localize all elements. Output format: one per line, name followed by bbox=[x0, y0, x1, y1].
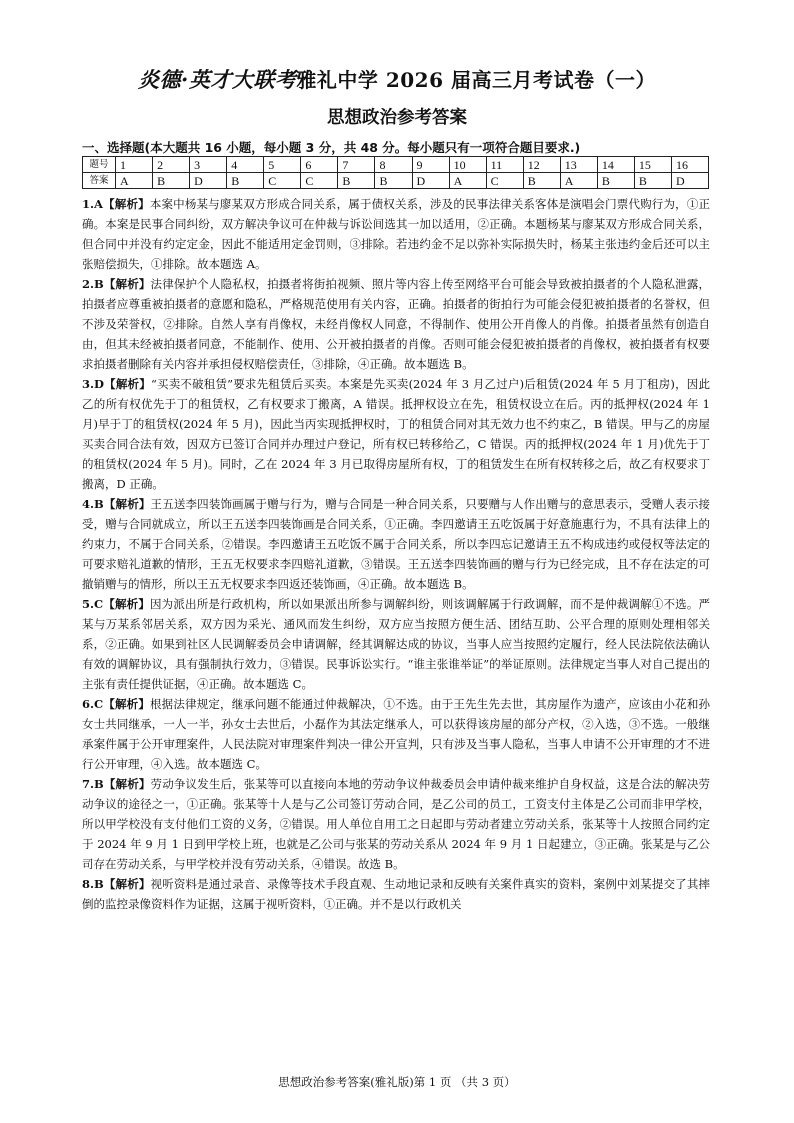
answer-cell: B bbox=[227, 173, 264, 189]
explanation-head: 3.D【解析】 bbox=[82, 377, 151, 391]
explanation-body: 法律保护个人隐私权，拍摄者将街拍视频、照片等内容上传至网络平台可能会导致被拍摄者的个人隐私泄露，拍摄者应尊重被拍摄者的意愿和隐私，严格规范使用有关内容，正确。拍摄者的街拍行为可能会侵犯被拍摄者的名誉权，但不涉及荣誉权，②排除。自然人享有肖像权，未经肖像权人同意，不得制作、使用公开肖像人的肖像。拍摄者虽然有创造自由，但其未经被拍摄者同意，不能制作、使用、公开被拍摄者的肖像。否则可能会侵犯被拍摄者的肖像权，被拍摄者有权要求拍摄者删除有关内容并承担侵权赔偿责任，③排除，④正确。故本题选 B。 bbox=[82, 277, 710, 371]
explanation-body: 因为派出所是行政机构，所以如果派出所参与调解纠纷，则该调解属于行政调解，而不是仲裁调解①不选。严某与万某系邻居关系，双方因为采光、通风而发生纠纷，双方应当按照方便生活、团结互助、公平合理的原则处理相邻关系，②正确。如果到社区人民调解委员会申请调解，经其调解达成的协议，当事人应当按照约定履行，经人民法院依法确认有效的调解协议，具有强制执行效力，③错误。民事诉讼实行。“谁主张谁举证”的举证原则。法律规定当事人对自己提出的主张有责任提供证据，④正确。故本题选 C。 bbox=[82, 597, 710, 691]
explanation-head: 5.C【解析】 bbox=[82, 597, 151, 611]
question-number: 8 bbox=[375, 157, 412, 173]
explanation-head: 7.B【解析】 bbox=[82, 777, 151, 791]
answer-table-answer-row bbox=[83, 173, 709, 189]
exam-header bbox=[0, 64, 794, 94]
question-number: 9 bbox=[412, 157, 449, 173]
explanation-body: 王五送李四装饰画属于赠与行为，赠与合同是一种合同关系，只要赠与人作出赠与的意思表示，受赠人表示接受，赠与合同就成立，所以王五送李四装饰画是合同关系，①正确。李四邀请王五吃饭属于好意施惠行为，不具有法律上的约束力，不属于合同关系，②错误。李四邀请王五吃饭不属于合同关系，所以李四忘记邀请王五不构成违约或侵权等法定的可要求赔礼道歉的情形，王五无权要求李四赔礼道歉，③错误。王五送李四装饰画的赠与行为已经完成，且不存在法定的可撤销赠与的情形，所以王五无权要求李四返还装饰画，④正确。故本题选 B。 bbox=[82, 497, 710, 591]
explanation-body: 劳动争议发生后，张某等可以直接向本地的劳动争议仲裁委员会申请仲裁来维护自身权益，这是合法的解决劳动争议的途径之一，①正确。张某等十人是与乙公司签订劳动合同，是乙公司的员工，工资支付主体是乙公司而非甲学校，所以甲学校没有支付他们工资的义务，②错误。用人单位自用工之日起即与劳动者建立劳动关系，张某等十人按照合同约定于 2024 年 9 月 1 日到甲学校上班，也就是乙公司与张某的劳动关系从 2024 年 9 月 1 日起建立，③正确。张某是与乙公司存在劳动关系，与甲学校并没有劳动关系，④错误。故选 B。 bbox=[82, 777, 710, 871]
explanation-item bbox=[82, 274, 710, 374]
answer-cell: A bbox=[449, 173, 486, 189]
explanation-head: 6.C【解析】 bbox=[82, 697, 151, 711]
answer-cell: B bbox=[338, 173, 375, 189]
question-number: 3 bbox=[190, 157, 227, 173]
page-title: 思想政治参考答案 bbox=[327, 108, 467, 128]
question-number: 14 bbox=[597, 157, 634, 173]
answer-cell: A bbox=[116, 173, 153, 189]
question-number: 13 bbox=[560, 157, 597, 173]
answer-cell: A bbox=[560, 173, 597, 189]
explanation-item bbox=[82, 194, 710, 274]
explanation-item bbox=[82, 494, 710, 594]
explanation-head: 8.B【解析】 bbox=[82, 877, 151, 891]
question-number: 2 bbox=[153, 157, 190, 173]
question-number: 5 bbox=[264, 157, 301, 173]
answer-cell: B bbox=[634, 173, 671, 189]
explanation-item bbox=[82, 874, 710, 914]
explanations bbox=[82, 194, 710, 914]
answer-cell: B bbox=[153, 173, 190, 189]
explanation-body: 视听资料是通过录音、录像等技术手段直观、生动地记录和反映有关案件真实的资料，案例中刘某提交了其摔倒的监控录像资料作为证据，这属于视听资料，①正确。并不是以行政机关 bbox=[82, 877, 710, 911]
question-number: 11 bbox=[486, 157, 523, 173]
question-number: 4 bbox=[227, 157, 264, 173]
brand-logo-text: 炎德·英才大联考 bbox=[138, 67, 297, 92]
question-number: 15 bbox=[634, 157, 671, 173]
explanation-head: 1.A【解析】 bbox=[82, 197, 150, 211]
explanation-head: 2.B【解析】 bbox=[82, 277, 151, 291]
row-label-answer: 答案 bbox=[83, 173, 116, 189]
question-number: 12 bbox=[523, 157, 560, 173]
explanation-item bbox=[82, 694, 710, 774]
question-number: 7 bbox=[338, 157, 375, 173]
answer-cell: C bbox=[486, 173, 523, 189]
section-title: 一、选择题(本大题共 16 小题，每小题 3 分，共 48 分。每小题只有一项符合题目要求.) bbox=[82, 140, 581, 155]
question-number: 10 bbox=[449, 157, 486, 173]
explanation-head: 4.B【解析】 bbox=[82, 497, 151, 511]
explanation-body: 本案中杨某与廖某双方形成合同关系，属于债权关系，涉及的民事法律关系客体是演唱会门票代购行为，①正确。本案是民事合同纠纷，双方解决争议可在仲裁与诉讼间选其一加以适用，②正确。本题杨某与廖某双方形成合同关系，但合同中并没有约定定金，因此不能适用定金罚则，③排除。若违约金不足以弥补实际损失时，杨某主张违约金后还可以主张赔偿损失，①排除。故本题选 A。 bbox=[82, 197, 710, 271]
answer-cell: D bbox=[412, 173, 449, 189]
explanation-item bbox=[82, 374, 710, 494]
explanation-item bbox=[82, 774, 710, 874]
answer-cell: B bbox=[597, 173, 634, 189]
question-number: 16 bbox=[671, 157, 708, 173]
explanation-body: 根据法律规定，继承问题不能通过仲裁解决，①不选。由于王先生先去世，其房屋作为遗产，应该由小花和孙女士共同继承，一人一半，孙女士去世后，小磊作为其法定继承人，可以获得该房屋的部分产权，②入选，③不选。一般继承案件属于公开审理案件，人民法院对审理案件判决一律公开宣判，只有涉及当事人隐私，当事人申请不公开审理的才不进行公开审理，④入选。故本题选 C。 bbox=[82, 697, 710, 771]
explanation-item bbox=[82, 594, 710, 694]
exam-title: 雅礼中学 2026 届高三月考试卷（一） bbox=[296, 68, 656, 92]
answer-table-number-row bbox=[83, 157, 709, 173]
answer-cell: B bbox=[523, 173, 560, 189]
answer-cell: D bbox=[190, 173, 227, 189]
answer-cell: D bbox=[671, 173, 708, 189]
answer-table bbox=[82, 156, 709, 189]
question-number: 6 bbox=[301, 157, 338, 173]
answer-cell: B bbox=[375, 173, 412, 189]
explanation-body: “买卖不破租赁”要求先租赁后买卖。本案是先买卖(2024 年 3 月乙过户)后租赁(2024 年 5 月丁租房)，因此乙的所有权优先于丁的租赁权，乙有权要求丁搬离，A 错误。抵押权设立在先，租赁权设立在后。丙的抵押权(2024 年 1 月)早于丁的租赁权(2024 年 5 月)，因此当丙实现抵押权时，丁的租赁合同对其无效力也不约束乙，B 错误。甲与乙的房屋买卖合同合法有效，因双方已签订合同并办理过户登记，所有权已转移给乙，C 错误。丙的抵押权(2024 年 1 月)优先于丁的租赁权(2024 年 5 月)。同时，乙在 2024 年 3 月已取得房屋所有权，丁的租赁发生在所有权转移之后，故乙有权要求丁搬离，D 正确。 bbox=[82, 377, 710, 491]
answer-cell: C bbox=[264, 173, 301, 189]
row-label-number: 题号 bbox=[83, 157, 116, 173]
page-footer: 思想政治参考答案(雅礼版)第 1 页 （共 3 页） bbox=[278, 1075, 516, 1089]
answer-cell: C bbox=[301, 173, 338, 189]
question-number: 1 bbox=[116, 157, 153, 173]
